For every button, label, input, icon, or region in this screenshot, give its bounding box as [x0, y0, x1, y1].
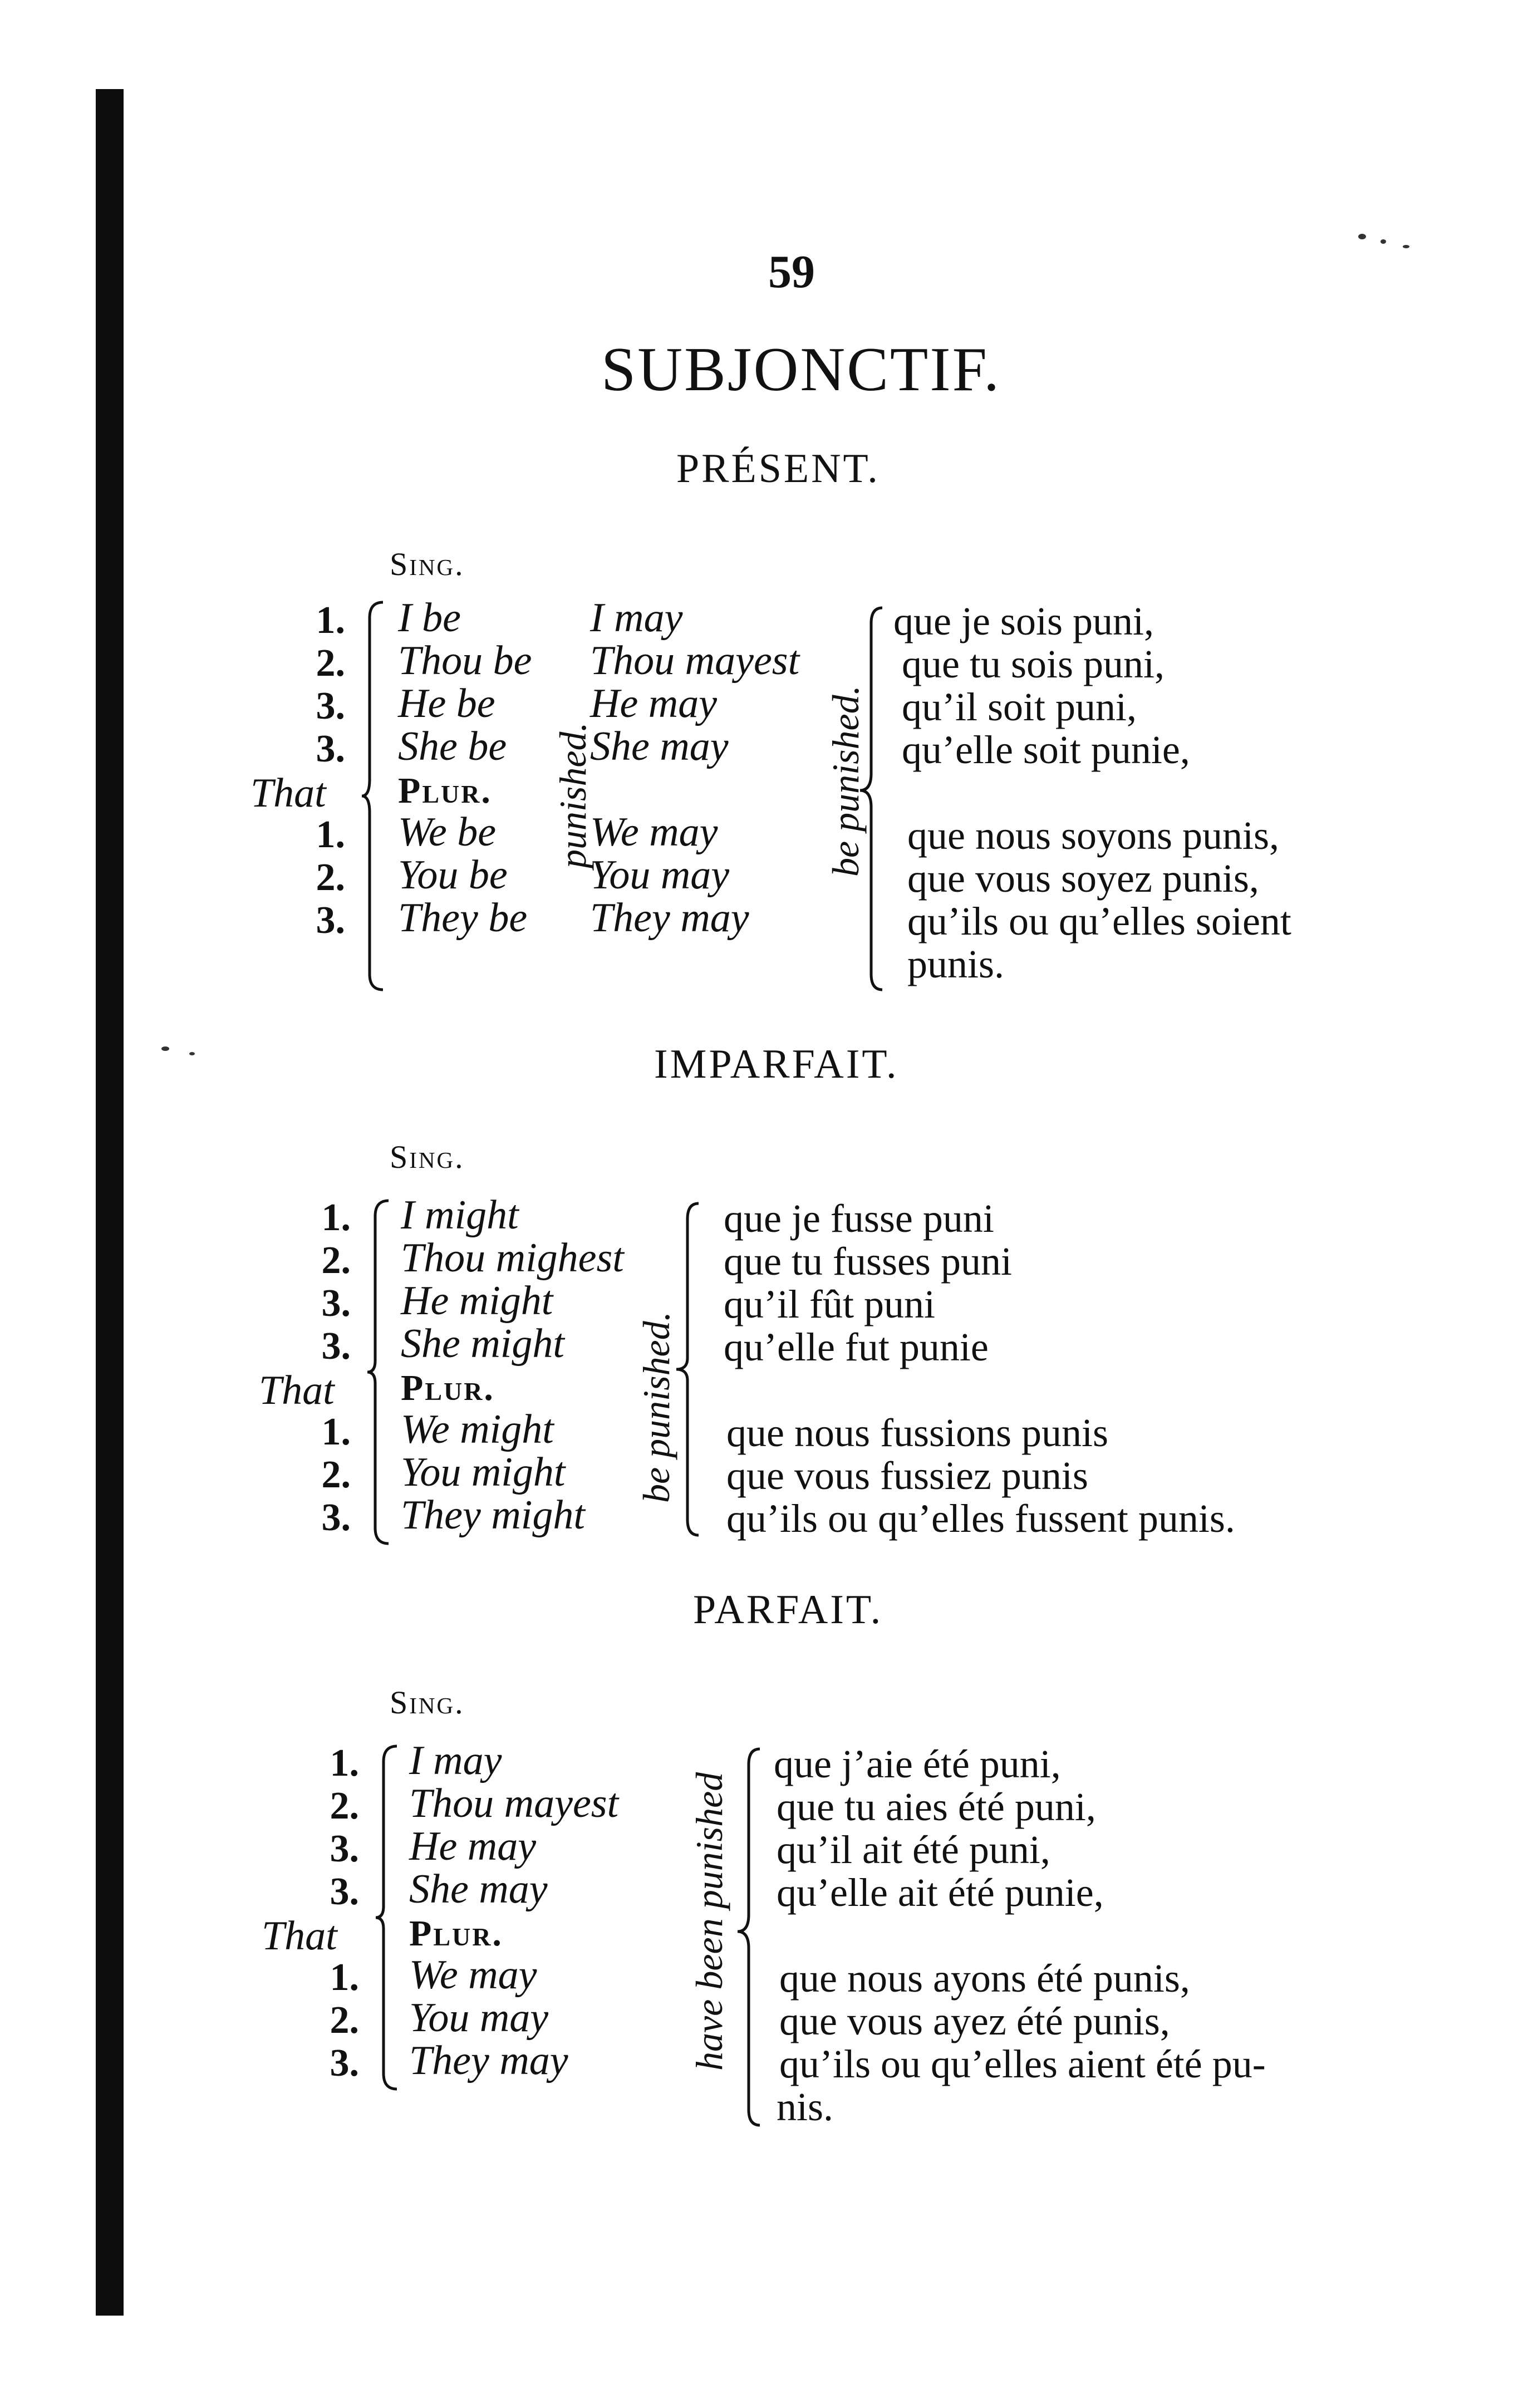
french-form: qu’ils ou qu’elles aient été pu-: [779, 2042, 1266, 2086]
person-number: 1.: [321, 1196, 351, 1239]
english-form: I may: [409, 1738, 502, 1783]
french-form: que je sois puni,: [893, 599, 1154, 643]
person-number: 1.: [321, 1411, 351, 1453]
english-form: She might: [401, 1321, 564, 1367]
sing-label: Sing.: [390, 1139, 465, 1175]
person-number: 1.: [330, 1742, 359, 1785]
english-form: They be: [398, 895, 528, 941]
book-spine-shadow: [96, 89, 124, 2316]
person-number: 2.: [321, 1239, 351, 1282]
french-form: que nous fussions punis: [726, 1411, 1109, 1455]
french-form: que vous soyez punis,: [907, 856, 1259, 901]
page-number: 59: [768, 246, 815, 298]
vertical-label: punished.: [552, 722, 594, 868]
english-form: Thou mayest: [409, 1781, 619, 1826]
english-form: He be: [398, 681, 495, 726]
english-form: I may: [590, 595, 683, 641]
english-form: She may: [409, 1866, 548, 1912]
person-number: 2.: [330, 1785, 359, 1827]
vertical-label: be punished.: [824, 685, 867, 877]
french-form: que je fusse puni: [724, 1196, 994, 1241]
person-number: 2.: [316, 642, 345, 685]
french-form: que j’aie été puni,: [774, 1742, 1061, 1786]
english-form: We may: [590, 809, 718, 855]
english-form: Thou mighest: [401, 1235, 624, 1281]
french-form: que tu aies été puni,: [777, 1785, 1096, 1829]
right-curly-brace: [738, 1748, 782, 2126]
french-form: que tu fusses puni: [724, 1239, 1012, 1284]
that-label: That: [250, 770, 326, 816]
ink-speck: [1358, 234, 1366, 239]
person-number: 3.: [321, 1496, 351, 1539]
english-form: She may: [590, 724, 729, 769]
ink-speck: [1403, 245, 1409, 248]
plur-label: Plur.: [401, 1368, 495, 1408]
english-form: She be: [398, 724, 507, 769]
french-form: qu’il soit puni,: [902, 685, 1137, 729]
person-number: 1.: [316, 813, 345, 856]
person-number: 3.: [321, 1282, 351, 1325]
english-form: We may: [409, 1952, 537, 1998]
french-form: qu’il fût puni: [724, 1282, 935, 1326]
person-number: 1.: [330, 1956, 359, 1999]
french-form: qu’elle fut punie: [724, 1325, 989, 1369]
english-form: I be: [398, 595, 461, 641]
english-form: They might: [401, 1492, 585, 1538]
person-number: 2.: [330, 1999, 359, 2042]
person-number: 3.: [316, 899, 345, 942]
english-form: You might: [401, 1449, 566, 1495]
vertical-label: have been punished: [688, 1772, 730, 2071]
sing-label: Sing.: [390, 546, 465, 582]
english-form: You may: [409, 1995, 549, 2041]
person-number: 2.: [321, 1453, 351, 1496]
english-form: He might: [401, 1278, 553, 1324]
plur-label: Plur.: [398, 770, 492, 811]
english-form: Thou be: [398, 638, 532, 684]
english-form: You may: [590, 852, 730, 898]
english-form: He may: [409, 1824, 537, 1869]
english-form: He may: [590, 681, 718, 726]
person-number: 3.: [330, 1827, 359, 1870]
left-curly-brace: [367, 1200, 390, 1545]
person-number: 3.: [321, 1325, 351, 1368]
french-form: qu’ils ou qu’elles fussent punis.: [726, 1496, 1235, 1541]
section-heading-parfait: PARFAIT.: [693, 1587, 883, 1633]
section-heading-imparfait: IMPARFAIT.: [654, 1041, 899, 1087]
ink-speck: [161, 1046, 169, 1051]
person-number: 1.: [316, 599, 345, 642]
french-form: que vous ayez été punis,: [779, 1999, 1170, 2043]
french-form: nis.: [777, 2085, 834, 2129]
english-form: We be: [398, 809, 497, 855]
right-curly-brace: [676, 1202, 721, 1536]
french-form: que nous ayons été punis,: [779, 1956, 1190, 2001]
french-form: que vous fussiez punis: [726, 1453, 1088, 1498]
person-number: 3.: [330, 2042, 359, 2085]
french-form: qu’ils ou qu’elles soient: [907, 899, 1291, 943]
person-number: 3.: [330, 1870, 359, 1913]
french-form: qu’elle soit punie,: [902, 728, 1190, 772]
section-heading-present: PRÉSENT.: [676, 446, 880, 492]
english-form: They may: [590, 895, 749, 941]
left-curly-brace: [376, 1745, 398, 2090]
english-form: They may: [409, 2038, 568, 2083]
person-number: 3.: [316, 728, 345, 770]
that-label: That: [259, 1368, 335, 1413]
person-number: 3.: [316, 685, 345, 728]
page-title: SUBJONCTIF.: [601, 335, 1001, 404]
french-form: que nous soyons punis,: [907, 813, 1280, 858]
that-label: That: [262, 1913, 337, 1959]
plur-label: Plur.: [409, 1913, 503, 1954]
french-form: qu’elle ait été punie,: [777, 1870, 1104, 1915]
english-form: I might: [401, 1192, 519, 1238]
person-number: 2.: [316, 856, 345, 899]
english-form: You be: [398, 852, 508, 898]
ink-speck: [1380, 239, 1386, 244]
right-curly-brace: [860, 607, 905, 991]
ink-speck: [189, 1052, 195, 1055]
vertical-label: be punished.: [635, 1311, 677, 1503]
french-form: punis.: [907, 942, 1005, 986]
sing-label: Sing.: [390, 1684, 465, 1721]
left-curly-brace: [362, 601, 384, 991]
english-form: We might: [401, 1407, 554, 1452]
french-form: que tu sois puni,: [902, 642, 1165, 686]
french-form: qu’il ait été puni,: [777, 1827, 1050, 1872]
english-form: Thou mayest: [590, 638, 800, 684]
